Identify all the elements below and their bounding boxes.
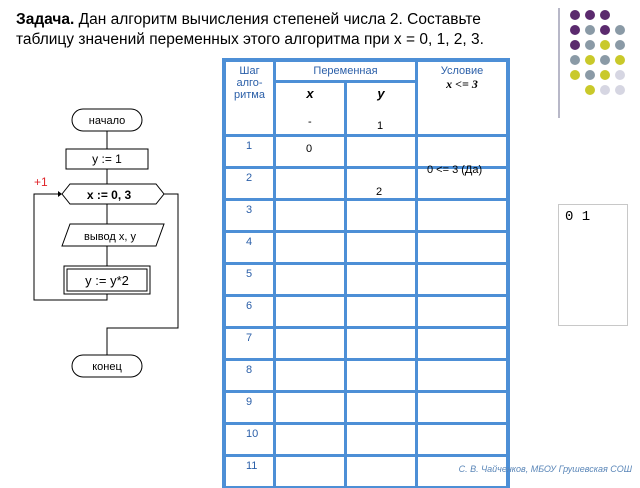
table-cell: [347, 425, 415, 454]
table-cell: [347, 361, 415, 390]
dot-icon: [570, 40, 580, 50]
table-cell: [276, 169, 344, 198]
dot-icon: [570, 25, 580, 35]
table-cell: [418, 393, 506, 422]
dot-icon: [600, 70, 610, 80]
flowchart: [0, 0, 220, 400]
table-row-step-cell: [226, 233, 273, 262]
row-number: 6: [246, 300, 253, 312]
row-number: 2: [246, 172, 253, 184]
dot-icon: [585, 25, 595, 35]
table-cell: [418, 425, 506, 454]
row-number: 7: [246, 332, 253, 344]
decorative-dots: [558, 8, 636, 118]
row-number: 4: [246, 236, 253, 248]
dot-icon: [615, 25, 625, 35]
table-cell: [418, 137, 506, 166]
table-cell: [276, 201, 344, 230]
dot-icon: [615, 85, 625, 95]
table-row-step-cell: [226, 169, 273, 198]
values-table: [222, 58, 510, 488]
task-text: Дан алгоритм вычисления степеней числа 2. Составьте таблицу значений переменных этого алгоритма при x = 0, 1, 2, 3.: [16, 11, 484, 48]
header-step: [226, 62, 273, 134]
table-cell: [347, 137, 415, 166]
y-second-value: 2: [376, 186, 383, 198]
dot-icon: [585, 40, 595, 50]
table-cell: [347, 233, 415, 262]
table-cell: [347, 393, 415, 422]
table-row-step-cell: [226, 137, 273, 166]
dot-icon: [600, 10, 610, 20]
table-cell: [347, 297, 415, 326]
dot-icon: [600, 85, 610, 95]
assign-label: y := y*2: [85, 273, 129, 288]
header-condition-label: Условие: [440, 65, 484, 77]
dot-icon: [615, 70, 625, 80]
dot-icon: [615, 40, 625, 50]
row-number: 10: [246, 428, 259, 440]
condition-first-value: 0 <= 3 (Да): [427, 164, 483, 176]
step-label: +1: [34, 175, 48, 189]
table-row-step-cell: [226, 425, 273, 454]
arrow-icon: [58, 191, 62, 197]
dot-icon: [585, 55, 595, 65]
table-row-step-cell: [226, 457, 273, 486]
dot-icon: [570, 10, 580, 20]
table-cell: [276, 265, 344, 294]
table-cell: [418, 233, 506, 262]
header-x-label: x: [306, 86, 314, 101]
dot-icon: [570, 55, 580, 65]
output-value: 0 1: [565, 209, 591, 225]
header-condition-expr: x <= 3: [446, 77, 478, 91]
table-cell: [347, 329, 415, 358]
table-cell: [276, 361, 344, 390]
row-number: 1: [246, 140, 253, 152]
table-cell: [276, 393, 344, 422]
table-row-step-cell: [226, 265, 273, 294]
table-row-step-cell: [226, 201, 273, 230]
table-cell: [347, 265, 415, 294]
dot-icon: [615, 55, 625, 65]
y-first-mark: 1: [377, 120, 384, 132]
row-number: 9: [246, 396, 253, 408]
output-box: [558, 204, 628, 326]
x-dash-mark: -: [308, 116, 312, 128]
output-label: вывод x, y: [84, 231, 136, 243]
row-number: 3: [246, 204, 253, 216]
dot-icon: [570, 70, 580, 80]
table-row-step-cell: [226, 393, 273, 422]
row-number: 5: [246, 268, 253, 280]
dot-icon: [585, 85, 595, 95]
table-cell: [276, 297, 344, 326]
header-y-label: y: [377, 86, 385, 101]
end-label: конец: [92, 361, 122, 373]
table-cell: [347, 457, 415, 486]
table-cell: [276, 457, 344, 486]
table-row-step-cell: [226, 297, 273, 326]
task-label: Задача.: [16, 11, 75, 28]
table-cell: [418, 201, 506, 230]
x-first-value: 0: [306, 143, 313, 155]
start-label: начало: [88, 115, 126, 127]
header-variable: [276, 62, 415, 80]
table-row-step-cell: [226, 361, 273, 390]
init-label: y := 1: [92, 152, 122, 166]
row-number: 8: [246, 364, 253, 376]
header-condition: [418, 62, 506, 134]
dot-icon: [585, 10, 595, 20]
dot-icon: [600, 55, 610, 65]
author-credit: С. В. Чайченков, МБОУ Грушевская СОШ: [458, 464, 632, 474]
dot-icon: [600, 40, 610, 50]
dot-icon: [600, 25, 610, 35]
table-cell: [276, 329, 344, 358]
table-cell: [418, 297, 506, 326]
table-cell: [418, 265, 506, 294]
table-cell: [347, 201, 415, 230]
table-cell: [276, 425, 344, 454]
dot-icon: [585, 70, 595, 80]
loop-label: x := 0, 3: [86, 188, 132, 202]
header-step-label: Шаг алго-ритма: [234, 65, 265, 101]
table-cell: [418, 329, 506, 358]
table-cell: [276, 233, 344, 262]
row-number: 11: [246, 460, 258, 472]
table-row-step-cell: [226, 329, 273, 358]
table-cell: [418, 361, 506, 390]
header-variable-label: Переменная: [313, 65, 378, 77]
